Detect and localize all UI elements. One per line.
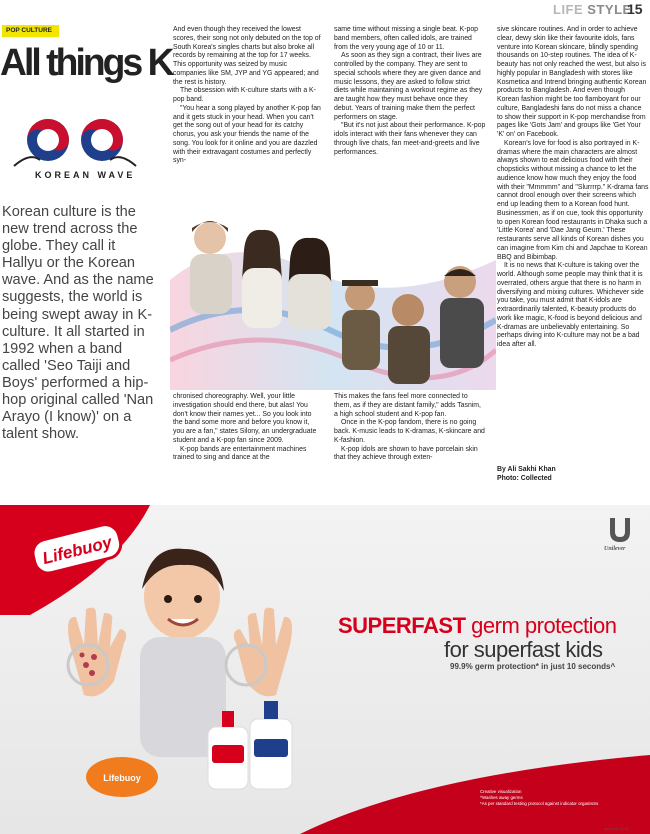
- photo-credit: Photo: Collected: [497, 475, 552, 482]
- paragraph: chronised choreography. Well, your little investigation should end there, but alas! You don't know their names yet... So you look into the band some more and before you know it, you are a fan," states Silony, an undergraduate student and a K-pop fan since 2009.: [173, 393, 317, 444]
- column-1-top: [173, 26, 322, 166]
- unilever-logo-icon: [607, 516, 633, 544]
- ad-fine-print: [480, 789, 598, 807]
- handwash-bottle-blue: [250, 701, 292, 789]
- column-3: [497, 26, 649, 350]
- ad-headline-line2: for superfast kids: [444, 637, 603, 662]
- paragraph: Once in the K-pop fandom, there is no going back. K-music leads to K-dramas, K-skincare and K-fashion.: [334, 419, 485, 444]
- paragraph: "But it's not just about their performance. K-pop idols interact with their fans whenever they can through live chats, fan meet-and-greets and live performances.: [334, 122, 486, 156]
- column-2-top: [334, 26, 486, 157]
- ad-headline-bold: SUPERFAST: [338, 613, 466, 638]
- fine-print-line: *As per standard testing protocol against indicator organisms: [480, 801, 599, 806]
- ad-headline-rest: germ protection: [465, 613, 617, 638]
- left-taegeuk-icon: [27, 119, 69, 161]
- lifebuoy-logo-text: Lifebuoy: [40, 532, 114, 569]
- paragraph: sive skincare routines. And in order to achieve clear, dewy skin like their favourite idols, fans venture into Korean skincare, blindly spending thousands on 10-step routines. The idea of K-beauty has not only reached the west, but also is highly popular in Bangladesh with stores like Kosmetica and Intrend bringing authentic Korean products to Bangladesh. And even though Korean fashion might be too flamboyant for our culture, Bangladeshi fans do not miss a chance to show their support in K-pop merchandise from pages like 'Gots Jam' and groups like 'Get Your 'K' on' on Facebook.: [497, 26, 647, 138]
- paragraph: This makes the fans feel more connected to them, as if they are distant family," adds Tasnim, a high school student and K-pop fan.: [334, 393, 481, 418]
- article-title: All things K: [0, 42, 172, 84]
- page-footer: ad Daily 2018: [604, 826, 629, 831]
- soldier-figure: [388, 294, 430, 384]
- byline: [497, 465, 556, 483]
- actress-figure: [242, 230, 282, 328]
- intro-paragraph: Korean culture is the new trend across the globe. They call it Hallyu or the Korean wave. And as the name suggests, the world is being swept away in K-culture. It all started in 1992 when a band called 'Seo Taiji and Boys' performed a hip-hop original called 'Nan Arayo (I know)' on a talent show.: [2, 204, 154, 443]
- paragraph: And even though they received the lowest scores, their song not only debuted on the top of South Korea's singles charts but also broke all records by remaining at the top for 17 weeks. This opportunity was seized by music companies like SM, JYP and YG appeared; and the rest is history.: [173, 26, 321, 86]
- section-style: STYLE: [583, 2, 632, 17]
- author-credit: By Ali Sakhi Khan: [497, 466, 556, 473]
- logo-caption: KOREAN WAVE: [35, 170, 136, 180]
- right-taegeuk-icon: [81, 119, 123, 161]
- child-figure: [140, 549, 226, 757]
- section-life: LIFE: [553, 2, 584, 17]
- soap-bar: [86, 757, 158, 797]
- ad-headline: [338, 613, 617, 639]
- column-1-bottom: [173, 393, 322, 463]
- lifebuoy-advertisement: [0, 505, 650, 834]
- unilever-wordmark: Unilever: [604, 546, 626, 552]
- paragraph: "You hear a song played by another K-pop fan and it gets stuck in your head. When you can't get the song out of your head for its catchy chorus, you ask your friends the name of the song. You look for it online and you are dazzled with their extravagant costumes and perfectly syn-: [173, 104, 321, 165]
- paragraph: As soon as they sign a contract, their lives are controlled by the company. They are sent to special schools where they are given dance and music lessons, they are asked to follow strict diets while maintaining a workout regime as they are taught how they must behave once they debut. Years of training make them the perfect performers on stage.: [334, 52, 483, 121]
- warrior-figure: [342, 280, 380, 370]
- kdrama-photo-collage: [170, 210, 496, 390]
- paragraph: K-pop bands are entertainment machines trained to sing and dance at the: [173, 445, 307, 462]
- right-hand-icon: [226, 608, 292, 697]
- category-tag: POP CULTURE: [2, 25, 59, 37]
- paragraph: The obsession with K-culture starts with a K-pop band.: [173, 87, 316, 103]
- actress-figure: [288, 238, 332, 330]
- actor-figure: [190, 221, 232, 314]
- left-hand-icon: [68, 608, 126, 697]
- ad-subline: 99.9% germ protection* in just 10 seconds^: [450, 662, 616, 671]
- column-2-bottom: [334, 393, 486, 463]
- paragraph: Korean's love for food is also portrayed in K-dramas where the main characters are almost always shown to eat delicious food with their chopsticks without missing a chance to let the audience know how much they enjoy the food with their "Mmmmm" and "Slurrrrp." K-drama fans cannot drool enough over their screens which end up leading them to a Korean food hunt. Businessmen, as if on cue, took this opportunity to open Korean food restaurants in Dhaka such a 'Little Korea' and 'Dae Jang Geum.' These restaurants serve all kinds of Korean dishes you can imagine from Kim chi and Japchae to Korean BBQ and Bibimbap.: [497, 139, 649, 261]
- section-header: [553, 2, 632, 17]
- fine-print-line: Creative visualization: [480, 789, 522, 794]
- paragraph: same time without missing a single beat. K-pop band members, often called idols, are trained from the very young age of 10 or 11.: [334, 26, 479, 51]
- paragraph: It is no news that K-culture is taking over the world. Although some people may think that it is overrated, others argue that there is no harm in diversifying and mixing cultures. Whichever side you take, you must admit that K-idols are extraordinarily talented, K-beauty products do work like magic, K-food is beyond delicious and K-dramas are unbelievably entertaining. So perhaps diving into K-culture may not be a bad idea after all.: [497, 262, 644, 348]
- soap-brand-text: Lifebuoy: [103, 773, 141, 783]
- page-number: 15: [627, 1, 643, 17]
- fine-print-line: ^Washes away germs: [480, 795, 523, 800]
- paragraph: K-pop idols are shown to have porcelain skin that they achieve through exten-: [334, 445, 478, 462]
